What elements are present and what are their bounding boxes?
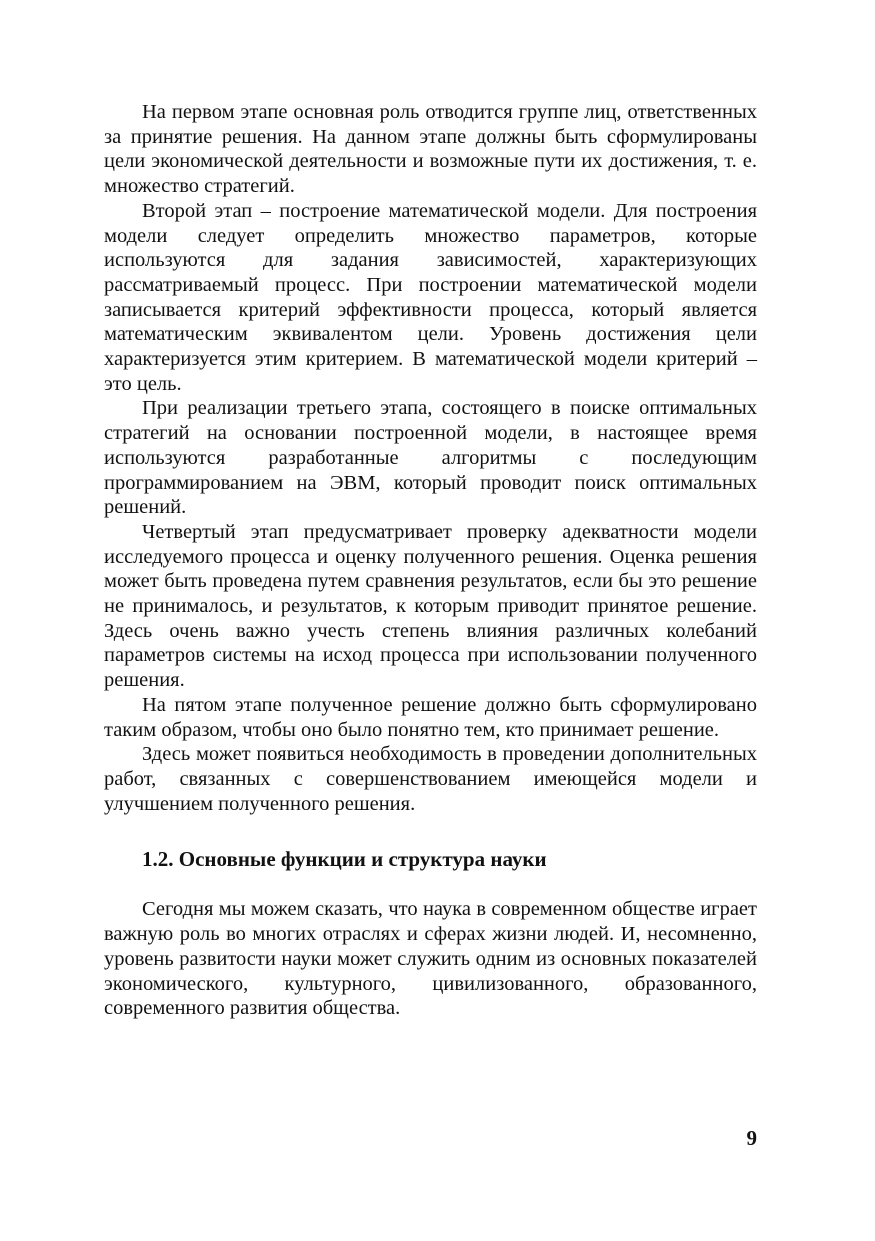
paragraph-stage-five: На пятом этапе полученное решение должно быть сформулировано таким образом, чтобы оно было понятно тем, кто принимает решение.	[104, 693, 757, 741]
paragraph-additional-work: Здесь может появиться необходимость в проведении дополнительных работ, связанных с совершенствованием имеющейся модели и улучшением полученного решения.	[104, 743, 757, 815]
section-heading: 1.2. Основные функции и структура науки	[142, 847, 547, 872]
paragraph-stage-two: Второй этап – построение математической модели. Для построения модели следует определить множество параметров, которые используются для задания зависимостей, характеризующих рассматриваемый процесс. При построении математической модели записывается критерий эффективности процесса, который является математическим эквивалентом цели. Уровень достижения цели характеризуется этим критерием. В математической модели критерий – это цель.	[104, 199, 757, 395]
paragraph-stage-one: На первом этапе основная роль отводится группе лиц, ответственных за принятие решения. На данном этапе должны быть сформулированы цели экономической деятельности и возможные пути их достижения, т. е. множество стратегий.	[104, 101, 757, 198]
page-number: 9	[746, 1126, 757, 1150]
paragraph-stage-four: Четвертый этап предусматривает проверку адекватности модели исследуемого процесса и оценку полученного решения. Оценка решения может быть проведена путем сравнения результатов, если бы это решение не принималось, и результатов, к которым приводит принятое решение. Здесь очень важно учесть степень влияния различных колебаний параметров системы на исход процесса при использовании полученного решения.	[104, 520, 757, 692]
paragraph-stage-three: При реализации третьего этапа, состоящего в поиске оптимальных стратегий на основании построенной модели, в настоящее время используются разработанные алгоритмы с последующим программированием на ЭВМ, который проводит поиск оптимальных решений.	[104, 397, 757, 519]
paragraph-science-role: Сегодня мы можем сказать, что наука в современном обществе играет важную роль во многих отраслях и сферах жизни людей. И, несомненно, уровень развитости науки может служить одним из основных показателей экономического, культурного, цивилизованного, образованного, современного развития общества.	[104, 898, 757, 1020]
page-body	[104, 100, 757, 1021]
